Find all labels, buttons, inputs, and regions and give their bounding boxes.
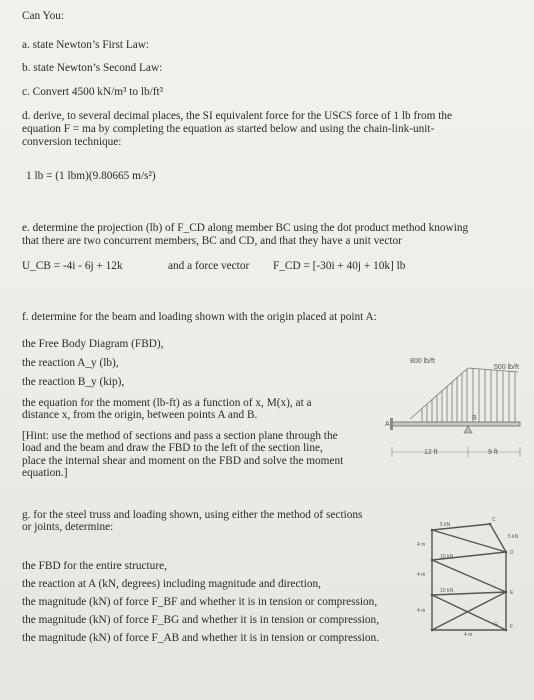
question-f-hint-2: load and the beam and draw the FBD to the left of the section line, <box>22 442 323 454</box>
load-4-label: 10 kN <box>440 588 454 594</box>
question-f-hint-4: equation.] <box>22 467 68 479</box>
question-c: c. Convert 4500 kN/m³ to lb/ft³ <box>22 86 164 98</box>
dim-3-label: 4 m <box>417 608 426 614</box>
load-3-label: 10 kN <box>440 554 454 560</box>
point-b-label: B <box>472 415 477 422</box>
question-d-formula: 1 lb = (1 lbm)(9.80665 m/s²) <box>26 170 156 182</box>
question-d-line-3: conversion technique: <box>22 136 122 148</box>
dim-1-label: 4 m <box>417 542 426 548</box>
dim-2-label: 4 m <box>417 572 426 578</box>
unit-vector-ucb: U_CB = -4i - 6j + 12k <box>22 260 123 272</box>
question-g-item-3: the magnitude (kN) of force F_BF and whether it is in tension or compression, <box>22 596 378 608</box>
question-f-item-5: distance x, from the origin, between points A and B. <box>22 409 258 421</box>
question-g-line-2: or joints, determine: <box>22 521 114 533</box>
joint-c-label: C <box>492 517 496 523</box>
beam <box>392 422 520 426</box>
question-f-item-4: the equation for the moment (lb-ft) as a function of x, M(x), at a <box>22 397 312 409</box>
question-g-item-1: the FBD for the entire structure, <box>22 560 167 572</box>
question-f-item-1: the Free Body Diagram (FBD), <box>22 338 164 350</box>
question-g-line-1: g. for the steel truss and loading shown, using either the method of sections <box>22 509 363 521</box>
joint-g-label: G <box>494 622 498 628</box>
beam-figure <box>380 346 528 466</box>
question-f-item-3: the reaction B_y (kip), <box>22 376 125 388</box>
question-f-intro: f. determine for the beam and loading shown with the origin placed at point A: <box>22 311 377 323</box>
distributed-load <box>410 368 518 422</box>
question-g-item-5: the magnitude (kN) of force F_AB and whether it is in tension or compression. <box>22 632 380 644</box>
joint-d-label: D <box>510 550 514 556</box>
question-d-line-2: equation F = ma by completing the equation as started below and using the chain-link-unit- <box>22 123 435 135</box>
roller-support-b <box>464 426 472 433</box>
beam-load-left-label: 800 lb/ft <box>410 358 435 365</box>
question-e-line-1: e. determine the projection (lb) of F_CD along member BC using the dot product method knowing <box>22 222 469 234</box>
force-vector-fcd: F_CD = [-30i + 40j + 10k] lb <box>273 260 406 272</box>
load-2-label: 5 kN <box>508 534 519 540</box>
intro-text: Can You: <box>22 10 65 22</box>
joint-f-label: F <box>510 624 514 630</box>
question-g-item-4: the magnitude (kN) of force F_BG and whether it is in tension or compression, <box>22 614 380 626</box>
question-b: b. state Newton’s Second Law: <box>22 62 163 74</box>
joint-e-label: E <box>510 590 514 596</box>
truss-figure <box>414 512 528 638</box>
load-1-label: 5 kN <box>440 522 451 528</box>
question-a: a. state Newton’s First Law: <box>22 39 150 51</box>
question-e-line-2: that there are two concurrent members, BC and CD, and that they have a unit vector <box>22 235 402 247</box>
point-a-label: A <box>385 421 390 428</box>
question-f-hint-1: [Hint: use the method of sections and pass a section plane through the <box>22 430 338 442</box>
question-d-line-1: d. derive, to several decimal places, the SI equivalent force for the USCS force of 1 lb from the <box>22 110 453 122</box>
truss-joints <box>431 523 508 632</box>
question-e-connector: and a force vector <box>168 260 250 272</box>
dim-right-label: 9 ft <box>488 449 498 456</box>
truss-members <box>432 524 506 630</box>
question-g-item-2: the reaction at A (kN, degrees) including magnitude and direction, <box>22 578 321 590</box>
dim-left-label: 12 ft <box>424 449 438 456</box>
load-ramp-edge <box>410 368 468 419</box>
beam-load-right-label: 500 lb/ft <box>494 364 519 371</box>
question-f-item-2: the reaction A_y (lb), <box>22 357 119 369</box>
fixed-support-a <box>390 418 393 430</box>
question-f-hint-3: place the internal shear and moment on the FBD and solve the moment <box>22 455 344 467</box>
dim-4-label: 4 m <box>464 632 473 638</box>
